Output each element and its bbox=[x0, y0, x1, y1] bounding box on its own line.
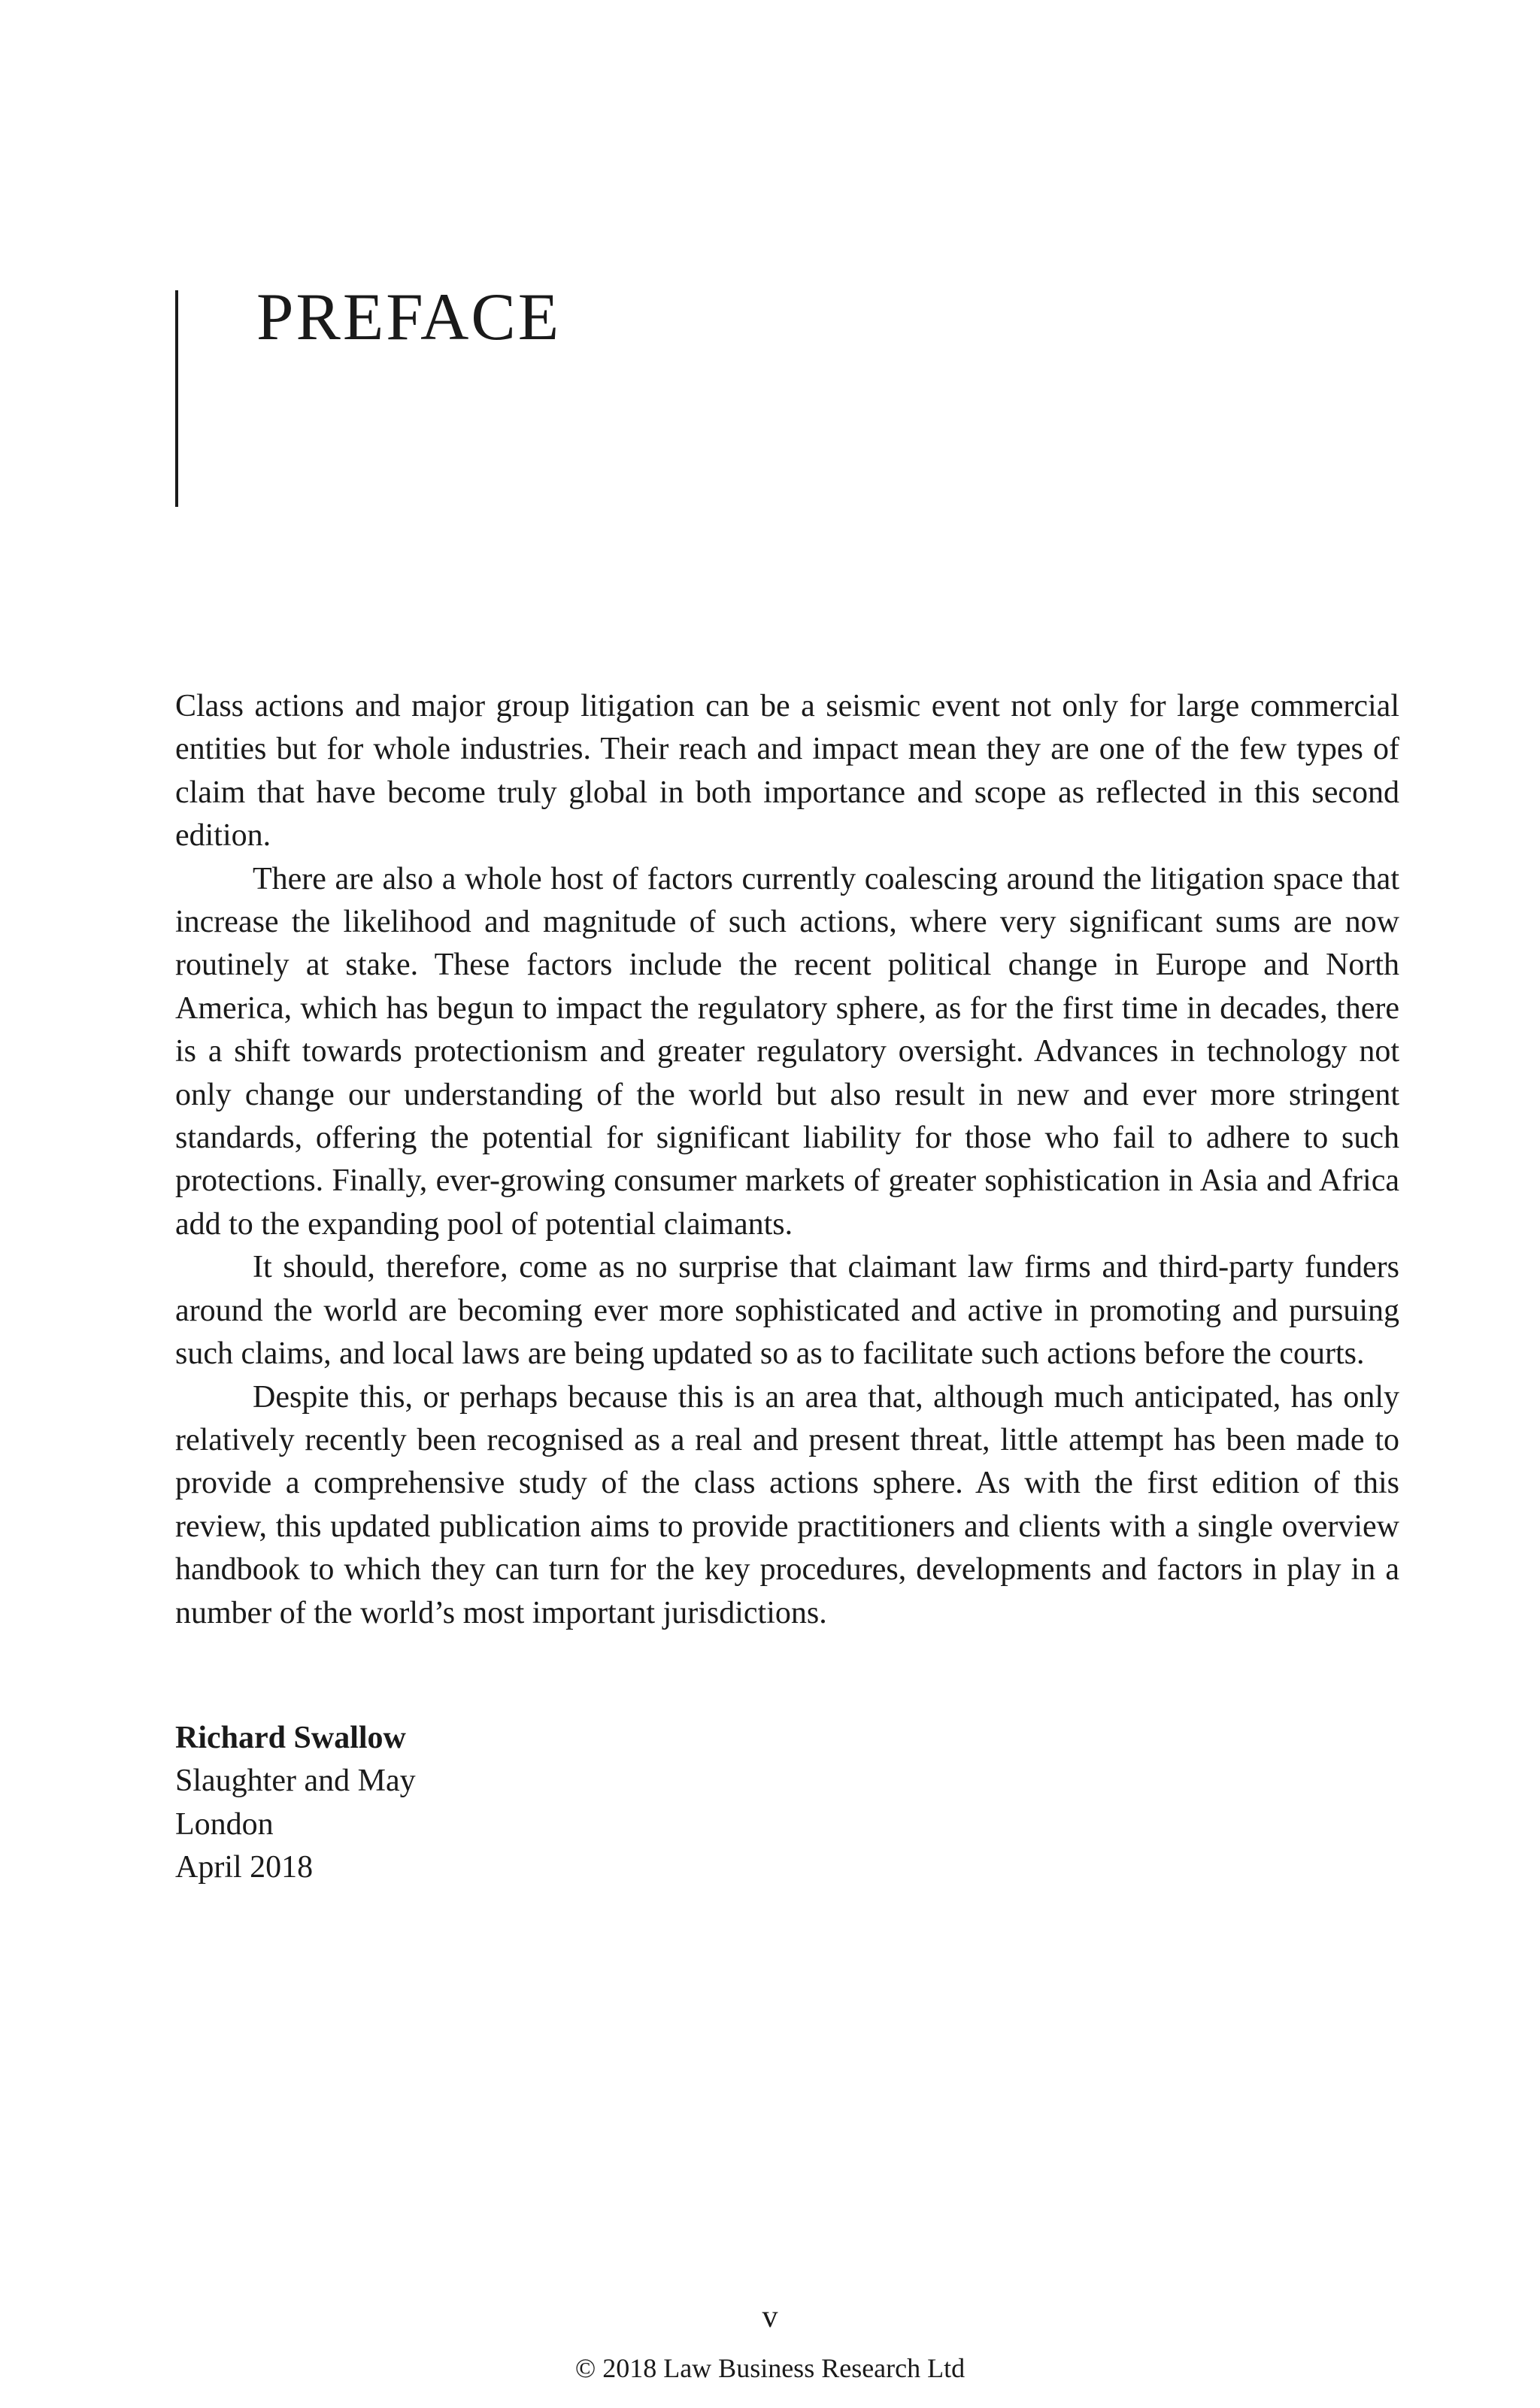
paragraph-1: Class actions and major group litigation can be a seismic event not only for large commercial entities but for whole industries. Their reach and impact mean they are one of the few types of claim that have become truly global in both importance and scope as reflected in this second edition. bbox=[175, 689, 1399, 854]
author-city: London bbox=[175, 1806, 274, 1842]
signature-date: April 2018 bbox=[175, 1850, 314, 1885]
paragraph-3: It should, therefore, come as no surprise that claimant law firms and third-party funders around the world are becoming ever more sophisticated and active in promoting and pursuing such claims, and local laws are being updated so as to facilitate such actions before the courts. bbox=[175, 1250, 1399, 1372]
page-number: v bbox=[762, 2300, 778, 2334]
title-vertical-rule bbox=[175, 290, 178, 507]
paragraph-4: Despite this, or perhaps because this is an area that, although much anticipated, has only relatively recently been recognised as a real and present threat, little attempt has been made to provide a comprehensive study of the class actions sphere. As with the first edition of this review, this updated publication aims to provide practitioners and clients with a single overview handbook to which they can turn for the key procedures, developments and factors in play in a number of the world’s most important jurisdictions. bbox=[175, 1379, 1399, 1630]
signature-block bbox=[175, 1717, 416, 1890]
preface-body bbox=[175, 685, 1399, 1635]
copyright-notice: © 2018 Law Business Research Ltd bbox=[574, 2353, 966, 2383]
page-title: PREFACE bbox=[256, 281, 562, 354]
author-name: Richard Swallow bbox=[175, 1721, 406, 1755]
author-firm: Slaughter and May bbox=[175, 1764, 416, 1799]
paragraph-2: There are also a whole host of factors currently coalescing around the litigation space that increase the likelihood and magnitude of such actions, where very significant sums are now routinely at stake. These factors include the recent political change in Europe and North America, which has begun to impact the regulatory sphere, as for the first time in decades, there is a shift towards protectionism and greater regulatory oversight. Advances in technology not only change our understanding of the world but also result in new and ever more stringent standards, offering the potential for significant liability for those who fail to adhere to such protections. Finally, ever-growing consumer markets of greater sophistication in Asia and Africa add to the expanding pool of potential claimants. bbox=[175, 861, 1399, 1242]
